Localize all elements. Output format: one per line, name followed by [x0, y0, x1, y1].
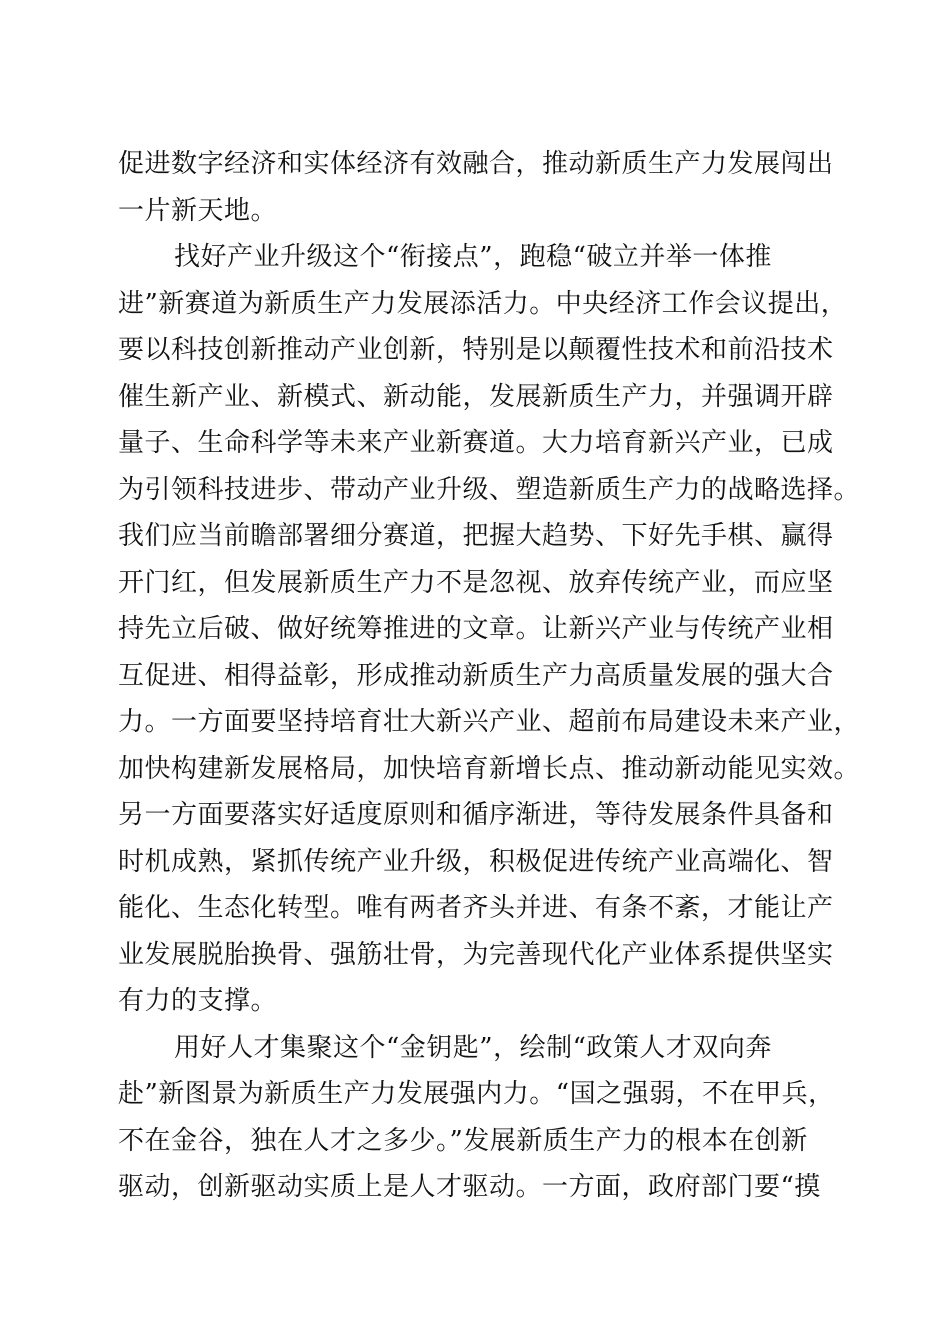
text-line: 驱动，创新驱动实质上是人才驱动。一方面，政府部门要“摸 — [118, 1172, 821, 1202]
text-line: 加快构建新发展格局，加快培育新增长点、推动新动能见实效。 — [118, 753, 861, 784]
text-line: 一片新天地。 — [118, 195, 278, 226]
text-line: 量子、生命科学等未来产业新赛道。大力培育新兴产业，已成 — [118, 428, 834, 458]
text-line: 催生新产业、新模式、新动能，发展新质生产力，并强调开辟 — [118, 381, 834, 412]
text-line: 开门红，但发展新质生产力不是忽视、放弃传统产业，而应坚 — [118, 567, 834, 598]
text-line: 力。一方面要坚持培育壮大新兴产业、超前布局建设未来产业， — [118, 707, 861, 737]
text-line: 找好产业升级这个“衔接点”，跑稳“破立并举一体推 — [174, 242, 772, 272]
text-line: 不在金谷，独在人才之多少。”发展新质生产力的根本在创新 — [118, 1125, 808, 1156]
text-line: 要以科技创新推动产业创新，特别是以颠覆性技术和前沿技术 — [118, 335, 834, 365]
document-page — [118, 141, 861, 1211]
text-line: 业发展脱胎换骨、强筋壮骨，为完善现代化产业体系提供坚实 — [118, 939, 834, 970]
text-line: 为引领科技进步、带动产业升级、塑造新质生产力的战略选择。 — [118, 474, 861, 505]
text-line: 另一方面要落实好适度原则和循序渐进，等待发展条件具备和 — [118, 800, 834, 830]
text-line: 用好人才集聚这个“金钥匙”，绘制“政策人才双向奔 — [174, 1032, 772, 1063]
text-line: 时机成熟，紧抓传统产业升级，积极促进传统产业高端化、智 — [118, 846, 834, 877]
text-line: 进”新赛道为新质生产力发展添活力。中央经济工作会议提出， — [118, 288, 848, 319]
text-line: 促进数字经济和实体经济有效融合，推动新质生产力发展闯出 — [118, 149, 834, 179]
text-line: 我们应当前瞻部署细分赛道，把握大趋势、下好先手棋、赢得 — [118, 521, 834, 551]
text-line: 持先立后破、做好统筹推进的文章。让新兴产业与传统产业相 — [118, 614, 834, 644]
text-line: 赴”新图景为新质生产力发展强内力。“国之强弱，不在甲兵， — [118, 1079, 835, 1109]
text-line: 能化、生态化转型。唯有两者齐头并进、有条不紊，才能让产 — [118, 893, 834, 923]
text-line: 有力的支撑。 — [118, 986, 278, 1016]
text-line: 互促进、相得益彰，形成推动新质生产力高质量发展的强大合 — [118, 660, 834, 691]
